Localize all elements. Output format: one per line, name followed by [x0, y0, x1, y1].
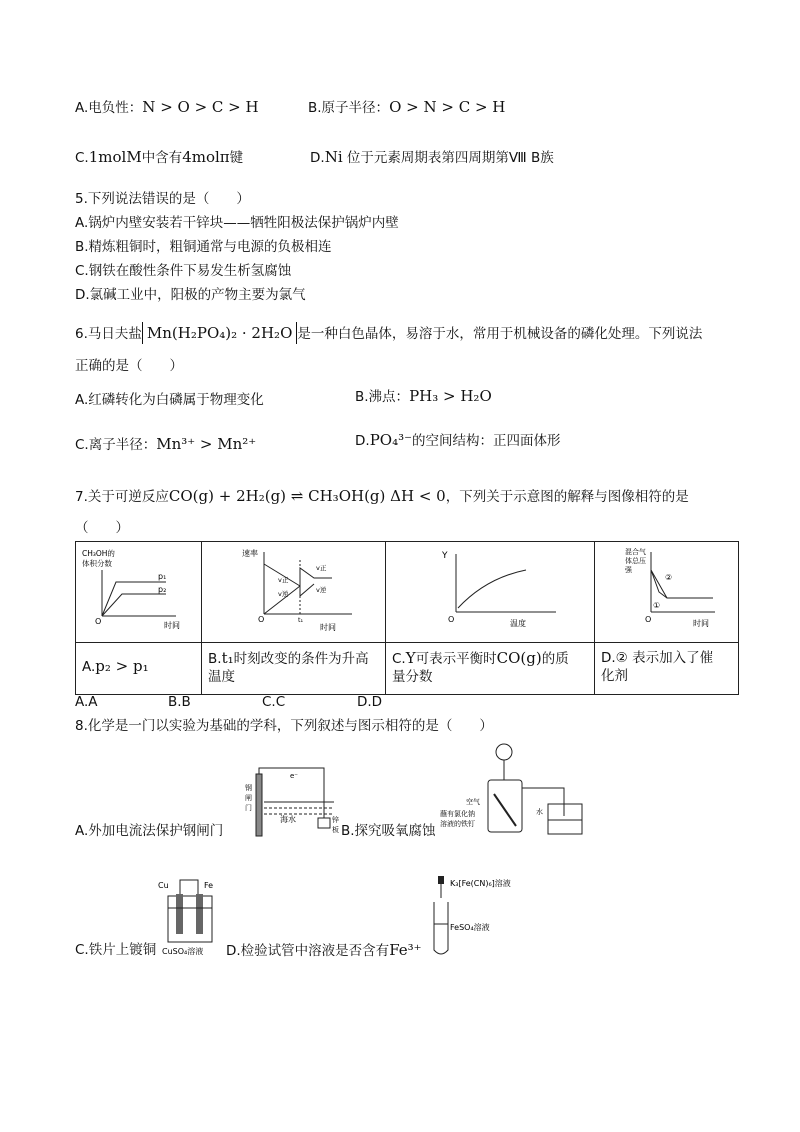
option-label: D. — [355, 433, 370, 449]
label-seawater: 海水 — [280, 815, 296, 824]
q5-option-b: B.精炼粗铜时，粗铜通常与电源的负极相连 — [75, 239, 332, 255]
q8-option-a: A.外加电流法保护钢闸门 — [75, 823, 224, 839]
formula: 1molM — [88, 148, 142, 166]
text: 的空间结构：正四面体形 — [412, 433, 561, 449]
y-axis-label: 体积分数 — [82, 559, 112, 568]
q7-stem — [75, 487, 689, 506]
beaker — [548, 804, 582, 834]
q7-graph-table — [75, 541, 739, 695]
label-solution: CuSO₄溶液 — [162, 947, 204, 956]
text: 可表示平衡时 — [415, 651, 497, 667]
formula: Mn(H₂PO₄)₂ · 2H₂O — [142, 322, 297, 344]
q7-answer-a: A.A — [75, 694, 98, 710]
y-axis-label: 混合气 — [625, 548, 646, 556]
y-axis-label: CH₃OH的 — [82, 549, 115, 558]
zinc-plate — [318, 818, 330, 828]
label-gate: 钢 — [245, 784, 252, 792]
q8-option-c: C.铁片上镀铜 — [75, 942, 157, 958]
dropper-bulb — [438, 876, 444, 884]
formula: PO₄³⁻ — [369, 431, 413, 449]
q7-graph-c — [386, 542, 595, 643]
y-axis-label: 强 — [625, 566, 632, 574]
origin-label: O — [258, 615, 265, 624]
curve-after-2 — [300, 584, 314, 596]
electrode-fe — [196, 894, 203, 934]
q4-option-d — [310, 148, 554, 167]
q5-option-a: A.锅炉内壁安装若干锌块——牺牲阳极法保护锅炉内壁 — [75, 215, 399, 231]
label-fe: Fe — [204, 881, 214, 890]
formula: Mn³⁺ > Mn²⁺ — [156, 435, 257, 453]
label-p2: p₂ — [158, 585, 167, 594]
steel-gate — [256, 774, 262, 836]
formula: p₂ > p₁ — [95, 657, 149, 675]
origin-label: O — [448, 615, 455, 624]
q7-stem-line2: （ ） — [75, 520, 129, 536]
label-solution: FeSO₄溶液 — [450, 923, 490, 932]
formula: Ni — [324, 148, 343, 166]
curve-1 — [651, 570, 713, 598]
option-label: B.沸点： — [355, 389, 410, 405]
option-label: A.电负性： — [75, 100, 143, 116]
q6-option-c — [75, 435, 256, 454]
option-label: B. — [208, 651, 222, 667]
label-gate: 闸 — [245, 794, 252, 802]
text: D.② 表示加入了催 — [601, 650, 714, 666]
text: 键 — [229, 150, 244, 166]
formula: PH₃ > H₂O — [409, 387, 492, 405]
q4-option-b — [308, 98, 505, 117]
label-curve-2: ② — [665, 573, 673, 582]
q8-stem: 8.化学是一门以实验为基础的学科，下列叙述与图示相符的是（ ） — [75, 718, 493, 734]
funnel — [496, 744, 512, 760]
q8-figure-b — [436, 738, 596, 838]
curve-y — [458, 570, 526, 608]
test-tube — [434, 902, 448, 954]
q7-answer-c: C.C — [262, 694, 286, 710]
q5-option-d: D.氯碱工业中，阳极的产物主要为氯气 — [75, 287, 306, 303]
text: ，下列关于示意图的解释与图像相符的是 — [445, 489, 689, 505]
beaker — [168, 896, 212, 942]
q5-option-c: C.钢铁在酸性条件下易发生析氢腐蚀 — [75, 263, 292, 279]
label-v-forward: v正 — [278, 576, 289, 584]
q7-caption-a — [76, 643, 202, 695]
text: 量分数 — [392, 669, 433, 685]
origin-label: O — [645, 615, 652, 624]
q6-option-a: A.红磷转化为白磷属于物理变化 — [75, 392, 264, 408]
electrode-cu — [176, 894, 183, 934]
x-axis-label: 温度 — [510, 619, 526, 628]
graph-b-svg — [202, 542, 385, 638]
label-v-forward-2: v正 — [316, 564, 327, 572]
label-curve-1: ① — [653, 601, 661, 610]
option-label: B.原子半径： — [308, 100, 390, 116]
formula: N > O > C > H — [142, 98, 259, 116]
graph-c-svg — [386, 542, 594, 638]
q8-figure-a — [244, 762, 340, 842]
label-reagent: K₃[Fe(CN)₆]溶液 — [450, 879, 511, 888]
curve-p1 — [102, 582, 166, 616]
q8-figure-c — [156, 874, 226, 958]
q4-option-c — [75, 148, 243, 167]
y-axis-label: 体总压 — [625, 557, 646, 565]
formula: Y — [405, 649, 416, 667]
text: 是一种白色晶体，易溶于水，常用于机械设备的磷化处理。下列说法 — [297, 326, 703, 342]
equation: CO(g) + 2H₂(g) ⇌ CH₃OH(g) ΔH < 0 — [168, 487, 446, 505]
q6-stem-line2: 正确的是（ ） — [75, 358, 183, 374]
text: D.检验试管中溶液是否含有 — [226, 943, 390, 959]
y-axis-label: Y — [442, 551, 448, 561]
label-v-reverse: v逆 — [278, 590, 289, 598]
label-p1: p₁ — [158, 572, 167, 581]
x-axis-label: 时间 — [320, 623, 336, 632]
text: 温度 — [208, 669, 235, 685]
q8-figure-d — [424, 872, 544, 958]
text: 的质 — [541, 651, 569, 667]
graph-a-svg — [76, 542, 201, 638]
q4-option-a — [75, 98, 259, 117]
label-nail: 溶液的铁钉 — [440, 820, 475, 828]
q7-graph-b — [202, 542, 386, 643]
label-zinc: 锌 — [332, 816, 339, 824]
q7-caption-c — [386, 643, 595, 695]
text: 中含有 — [141, 150, 183, 166]
label-gate: 门 — [245, 804, 252, 812]
x-axis-label: 时间 — [164, 621, 180, 630]
iron-nail — [494, 794, 516, 826]
q7-graph-a — [76, 542, 202, 643]
formula: 4molπ — [182, 148, 230, 166]
label-v-reverse-2: v逆 — [316, 586, 327, 594]
q6-option-b — [355, 387, 492, 406]
text: 时刻改变的条件为升高 — [233, 651, 369, 667]
q5-stem: 5.下列说法错误的是（ ） — [75, 191, 250, 207]
formula: Fe³⁺ — [389, 941, 422, 959]
label-nail: 蘸有氯化钠 — [440, 810, 475, 818]
option-label: A. — [82, 659, 96, 675]
option-label: C.离子半径： — [75, 437, 157, 453]
graph-d-svg — [595, 542, 738, 638]
formula: CO(g) — [496, 649, 542, 667]
text: 位于元素周期表第四周期第Ⅷ B族 — [346, 150, 554, 166]
q8-option-d — [226, 941, 422, 960]
text: 7.关于可逆反应 — [75, 489, 169, 505]
formula: t₁ — [221, 649, 234, 667]
bottle — [488, 780, 522, 832]
q7-answer-d: D.D — [357, 694, 383, 710]
t1-label: t₁ — [298, 616, 304, 624]
option-label: D. — [310, 150, 325, 166]
q8-option-b: B.探究吸氧腐蚀 — [341, 823, 436, 839]
text: 6.马日夫盐 — [75, 326, 142, 342]
formula: O > N > C > H — [389, 98, 506, 116]
x-axis-label: 时间 — [693, 619, 709, 628]
q7-graph-d — [595, 542, 739, 643]
y-axis-label: 速率 — [242, 549, 258, 558]
q7-answer-b: B.B — [168, 694, 191, 710]
electron-label: e⁻ — [290, 772, 299, 780]
tube — [522, 788, 564, 816]
q6-option-d — [355, 431, 561, 450]
origin-label: O — [95, 617, 102, 626]
option-label: C. — [75, 150, 89, 166]
label-zinc: 板 — [332, 826, 339, 834]
label-air: 空气 — [466, 798, 480, 806]
option-label: C. — [392, 651, 406, 667]
q6-stem — [75, 322, 702, 344]
q7-caption-b — [202, 643, 386, 695]
text: 化剂 — [601, 668, 628, 684]
wire — [180, 880, 198, 894]
curve-p2 — [102, 594, 166, 616]
q7-caption-d — [595, 643, 739, 695]
label-water: 水 — [536, 808, 543, 816]
label-cu: Cu — [158, 881, 169, 890]
